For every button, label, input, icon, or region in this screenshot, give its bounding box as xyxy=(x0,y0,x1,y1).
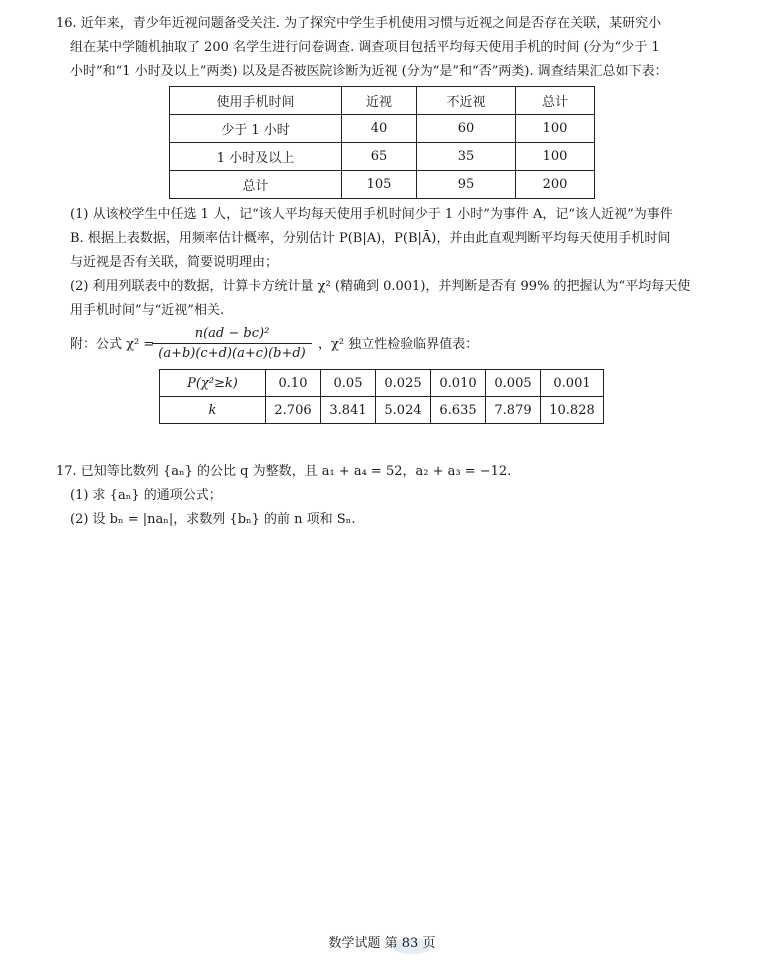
table-row xyxy=(160,370,604,397)
table-cell: 65 xyxy=(342,143,417,171)
table-cell: 0.10 xyxy=(266,370,321,397)
table-cell: 0.010 xyxy=(431,370,486,397)
table-cell: 总计 xyxy=(170,171,342,199)
q16-intro-line-1: 16. 近年来，青少年近视问题备受关注. 为了探究中学生手机使用习惯与近视之间是否存在关联，某研究小 xyxy=(56,16,662,31)
table-cell: 35 xyxy=(417,143,516,171)
q16-part1-line-1: (1) 从该校学生中任选 1 人，记“该人平均每天使用手机时间少于 1 小时”为事件 A，记“该人近视”为事件 xyxy=(70,207,673,222)
table-cell: 3.841 xyxy=(321,397,376,424)
q17-stem: 17. 已知等比数列 {aₙ} 的公比 q 为整数，且 a₁ + a₄ = 52，a₂ + a₃ = −12. xyxy=(56,464,512,479)
table-cell: 少于 1 小时 xyxy=(170,115,342,143)
table-cell: 100 xyxy=(516,143,595,171)
table-row xyxy=(170,115,595,143)
table-cell: 200 xyxy=(516,171,595,199)
q17-part1: (1) 求 {aₙ} 的通项公式； xyxy=(70,488,222,503)
formula-denominator: (a+b)(c+d)(a+c)(b+d) xyxy=(158,346,306,361)
table-cell: 2.706 xyxy=(266,397,321,424)
table-cell: 10.828 xyxy=(541,397,604,424)
formula-prefix: 附：公式 χ² = xyxy=(70,337,155,352)
question-17 xyxy=(56,460,706,532)
survey-table xyxy=(169,86,595,199)
table-cell: 7.879 xyxy=(486,397,541,424)
q17-part2: (2) 设 bₙ = |naₙ|，求数列 {bₙ} 的前 n 项和 Sₙ. xyxy=(70,512,356,527)
q16-part2-line-2: 用手机时间”与“近视”相关. xyxy=(70,303,225,318)
q16-intro-line-2: 组在某中学随机抽取了 200 名学生进行问卷调查. 调查项目包括平均每天使用手机的时间 (分为“少于 1 xyxy=(70,40,660,55)
table-cell: 95 xyxy=(417,171,516,199)
table-cell: 0.05 xyxy=(321,370,376,397)
header-cell: 近视 xyxy=(342,87,417,115)
fraction-bar xyxy=(152,343,312,344)
page-footer: 数学试题 第 83 页 xyxy=(328,936,436,951)
formula-suffix: ，χ² 独立性检验临界值表： xyxy=(318,337,479,352)
formula-fraction xyxy=(152,325,312,362)
header-cell: 使用手机时间 xyxy=(170,87,342,115)
table-header-row xyxy=(170,87,595,115)
table-cell: 6.635 xyxy=(431,397,486,424)
header-cell: 总计 xyxy=(516,87,595,115)
table-cell: 0.005 xyxy=(486,370,541,397)
table-cell: 100 xyxy=(516,115,595,143)
q16-part1-line-2: B. 根据上表数据，用频率估计概率，分别估计 P(B|A)，P(B|Ā)，并由此直观判断平均每天使用手机时间 xyxy=(70,231,671,246)
table-cell: 1 小时及以上 xyxy=(170,143,342,171)
table-cell: 0.001 xyxy=(541,370,604,397)
table-cell: 105 xyxy=(342,171,417,199)
table-row xyxy=(170,143,595,171)
table-cell: 0.025 xyxy=(376,370,431,397)
formula-numerator: n(ad − bc)² xyxy=(194,326,270,341)
q16-part1-line-3: 与近视是否有关联，简要说明理由； xyxy=(70,255,279,270)
q16-intro-line-3: 小时”和“1 小时及以上”两类) 以及是否被医院诊断为近视 (分为“是”和“否”两类). 调查结果汇总如下表： xyxy=(70,64,668,79)
question-16 xyxy=(56,12,706,424)
probability-label-cell: P(χ²≥k) xyxy=(160,370,266,397)
table-cell: 5.024 xyxy=(376,397,431,424)
q16-part2-line-1: (2) 利用列联表中的数据，计算卡方统计量 χ² (精确到 0.001)，并判断是否有 99% 的把握认为“平均每天使 xyxy=(70,279,691,294)
table-cell: 60 xyxy=(417,115,516,143)
table-row xyxy=(160,397,604,424)
chi-square-formula xyxy=(56,325,706,365)
table-row xyxy=(170,171,595,199)
header-cell: 不近视 xyxy=(417,87,516,115)
critical-value-table xyxy=(159,369,604,424)
k-label-cell: k xyxy=(160,397,266,424)
table-cell: 40 xyxy=(342,115,417,143)
